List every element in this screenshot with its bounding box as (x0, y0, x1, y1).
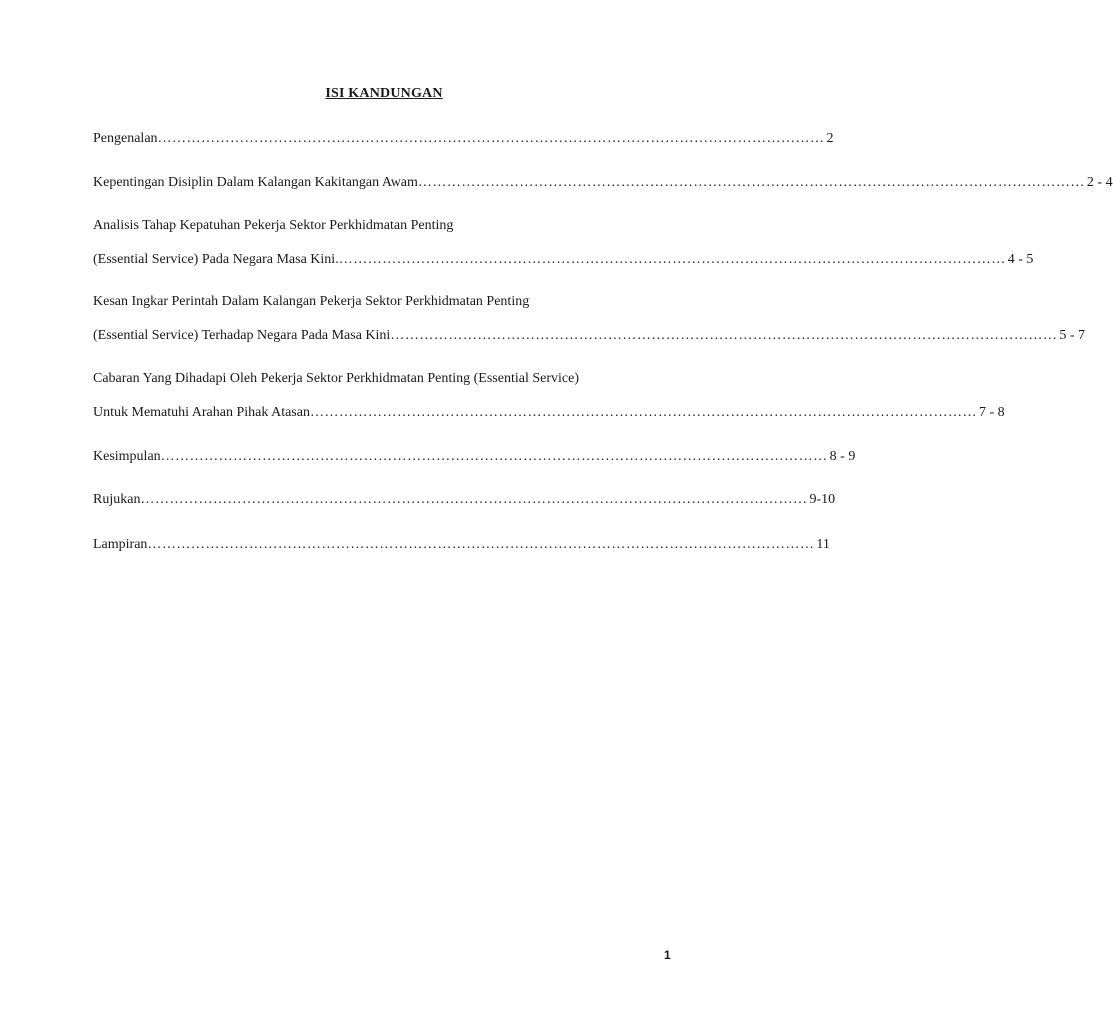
toc-entry-text: (Essential Service) Pada Negara Masa Kini. (93, 252, 339, 267)
toc-entry-text: (Essential Service) Terhadap Negara Pada Masa Kini (93, 328, 391, 343)
leader-dots: ………………………………………………………………………………………………………………………… (390, 328, 1058, 343)
toc-entry-page: 4 - 5 (1007, 252, 1034, 267)
toc-entry-pengenalan (93, 130, 834, 148)
toc-entry-text: Pengenalan (93, 131, 158, 146)
leader-dots: ………………………………………………………………………………………………………………………… (309, 405, 977, 420)
toc-entry-rujukan (93, 491, 836, 509)
page-number: 1 (664, 948, 671, 962)
toc-entry-kesan (93, 327, 1085, 345)
leader-dots: ………………………………………………………………………………………………………………………… (338, 252, 1006, 267)
toc-entry-text: Kesimpulan (93, 449, 161, 464)
toc-title: ISI KANDUNGAN (325, 86, 443, 101)
leader-dots: ………………………………………………………………………………………………………………………… (147, 537, 815, 552)
toc-entry-page: 7 - 8 (978, 405, 1005, 420)
toc-entry-cabaran (93, 404, 1005, 422)
leader-dots: ………………………………………………………………………………………………………………………… (140, 492, 808, 507)
toc-entry-page: 5 - 7 (1059, 328, 1085, 343)
toc-entry-kesimpulan (93, 448, 856, 466)
toc-entry-page: 9-10 (809, 492, 836, 507)
toc-entry-page: 2 (826, 131, 834, 146)
toc-entry-cabaran-line1: Cabaran Yang Dihadapi Oleh Pekerja Sektor Perkhidmatan Penting (Essential Service) (93, 371, 579, 386)
leader-dots: ………………………………………………………………………………………………………………………… (157, 131, 825, 146)
toc-entry-kesan-line1: Kesan Ingkar Perintah Dalam Kalangan Pekerja Sektor Perkhidmatan Penting (93, 294, 530, 309)
toc-entry-text: Kepentingan Disiplin Dalam Kalangan Kakitangan Awam (93, 175, 418, 190)
toc-entry-kepentingan (93, 174, 1113, 192)
toc-entry-text: Rujukan (93, 492, 141, 507)
toc-entry-lampiran (93, 536, 830, 554)
toc-entry-text: Untuk Mematuhi Arahan Pihak Atasan (93, 405, 310, 420)
toc-entry-text: Lampiran (93, 537, 148, 552)
toc-entry-analisis (93, 251, 1034, 269)
leader-dots: ………………………………………………………………………………………………………………………… (417, 175, 1085, 190)
toc-entry-page: 2 - 4 (1086, 175, 1113, 190)
leader-dots: ………………………………………………………………………………………………………………………… (160, 449, 828, 464)
toc-entry-page: 8 - 9 (829, 449, 856, 464)
toc-entry-analisis-line1: Analisis Tahap Kepatuhan Pekerja Sektor Perkhidmatan Penting (93, 218, 454, 233)
toc-entry-page: 11 (816, 537, 830, 552)
